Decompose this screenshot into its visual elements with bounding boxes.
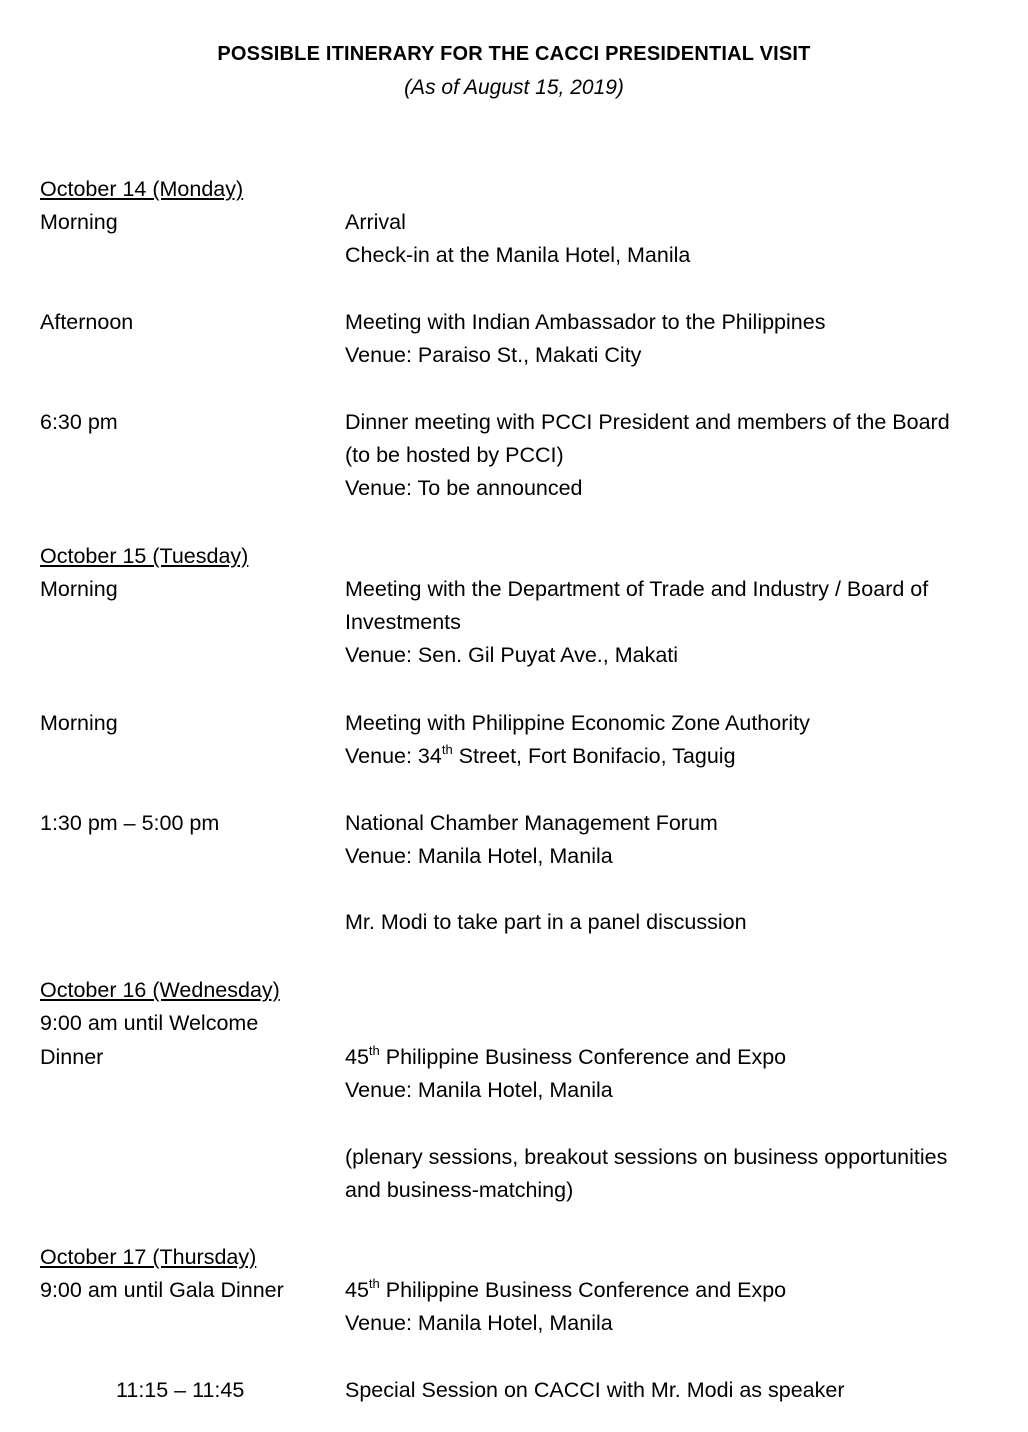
event-line (345, 1274, 786, 1307)
day-heading: October 15 (Tuesday) (40, 544, 249, 568)
event-time: 9:00 am until Gala Dinner (40, 1278, 284, 1302)
event-line: Check-in at the Manila Hotel, Manila (345, 243, 691, 267)
event-line: Arrival (345, 210, 406, 234)
ordinal-suffix: th (368, 1043, 380, 1058)
event-line: Meeting with Philippine Economic Zone Authority (345, 711, 810, 735)
event-line: Meeting with the Department of Trade and Industry / Board of (345, 577, 929, 601)
event-line: Venue: Manila Hotel, Manila (345, 844, 613, 868)
event-ordinal: 45 (345, 1278, 369, 1302)
event-line: Meeting with Indian Ambassador to the Philippines (345, 310, 826, 334)
event-line (345, 1041, 786, 1074)
day-heading: October 17 (Thursday) (40, 1245, 257, 1269)
event-line: and business-matching) (345, 1178, 574, 1202)
event-line: Dinner meeting with PCCI President and members of the Board (345, 410, 950, 434)
event-time: Afternoon (40, 310, 134, 334)
event-line: Special Session on CACCI with Mr. Modi as speaker (345, 1378, 845, 1402)
event-line: Venue: Manila Hotel, Manila (345, 1078, 613, 1102)
event-line: Investments (345, 610, 461, 634)
event-line: National Chamber Management Forum (345, 811, 718, 835)
event-time: 6:30 pm (40, 410, 118, 434)
event-line: Venue: Paraiso St., Makati City (345, 343, 642, 367)
event-line: (plenary sessions, breakout sessions on business opportunities (345, 1145, 948, 1169)
event-time: 9:00 am until Welcome (40, 1011, 259, 1035)
event-ordinal: 45 (345, 1045, 369, 1069)
event-time: Morning (40, 711, 118, 735)
event-line (345, 740, 736, 773)
event-line: Mr. Modi to take part in a panel discussion (345, 910, 747, 934)
venue-rest: Street, Fort Bonifacio, Taguig (452, 744, 736, 768)
event-time: Morning (40, 577, 118, 601)
event-line: Venue: Manila Hotel, Manila (345, 1311, 613, 1335)
day-heading: October 16 (Wednesday) (40, 978, 280, 1002)
event-time: 1:30 pm – 5:00 pm (40, 811, 220, 835)
event-line: (to be hosted by PCCI) (345, 443, 564, 467)
event-time: 11:15 – 11:45 (116, 1378, 245, 1402)
document-subtitle: (As of August 15, 2019) (404, 76, 624, 99)
venue-prefix: Venue: 34 (345, 744, 442, 768)
day-heading: October 14 (Monday) (40, 177, 244, 201)
event-time: Dinner (40, 1045, 104, 1069)
event-line: Venue: To be announced (345, 476, 583, 500)
event-time: Morning (40, 210, 118, 234)
event-name: Philippine Business Conference and Expo (379, 1278, 787, 1302)
document-title: POSSIBLE ITINERARY FOR THE CACCI PRESIDENTIAL VISIT (217, 43, 811, 65)
ordinal-suffix: th (441, 742, 453, 757)
event-line: Venue: Sen. Gil Puyat Ave., Makati (345, 643, 679, 667)
event-name: Philippine Business Conference and Expo (379, 1045, 787, 1069)
ordinal-suffix: th (368, 1276, 380, 1291)
